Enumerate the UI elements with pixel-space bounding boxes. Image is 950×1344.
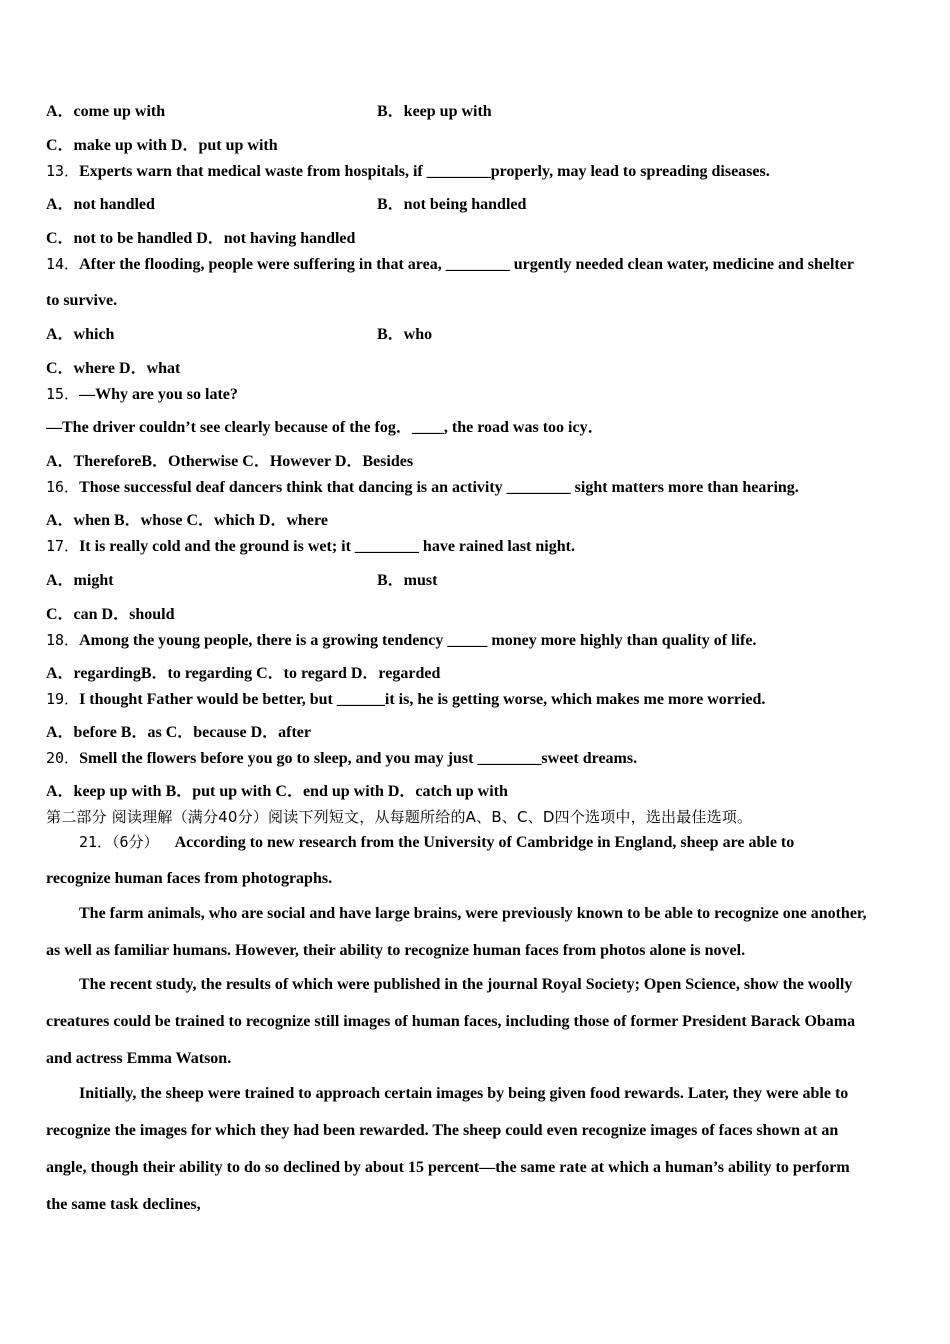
- q17-stem: It is really cold and the ground is wet; it ________ have rained last night.: [79, 538, 575, 555]
- q13-options-cd: C．not to be handled D．not having handled: [46, 230, 356, 247]
- q14-option-a: A．which: [46, 326, 115, 343]
- q16-stem: Those successful deaf dancers think that dancing is an activity ________ sight matters more than hearing.: [79, 479, 799, 496]
- passage-paragraph-2-line-1: The farm animals, who are social and have large brains, were previously known to be able to recognize one another,: [79, 905, 867, 922]
- q13-stem-line: [46, 161, 770, 182]
- passage-paragraph-4-line-2: recognize the images for which they had been rewarded. The sheep could even recognize images of faces shown at an: [46, 1122, 839, 1139]
- q21-number: 21．（6分）: [79, 833, 159, 851]
- q15-number: 15．: [46, 385, 80, 403]
- q20-number: 20．: [46, 749, 80, 767]
- q20-stem: Smell the flowers before you go to sleep, and you may just ________sweet dreams.: [79, 750, 638, 767]
- q16-options: A．when B．whose C．which D．where: [46, 512, 328, 529]
- q18-options: A．regardingB．to regarding C．to regard D．regarded: [46, 665, 441, 682]
- q14-number: 14．: [46, 255, 80, 273]
- q17-number: 17．: [46, 537, 80, 555]
- passage-paragraph-1-line-2: recognize human faces from photographs.: [46, 870, 333, 887]
- q15-stem-line: [46, 384, 238, 405]
- section2-heading: 第二部分 阅读理解（满分40分）阅读下列短文，从每题所给的A、B、C、D四个选项中，选出最佳选项。: [46, 808, 753, 826]
- q18-stem-line: [46, 630, 756, 651]
- q12-option-b: B．keep up with: [377, 103, 492, 120]
- q12-options-cd: C．make up with D．put up with: [46, 137, 278, 154]
- q13-stem: Experts warn that medical waste from hospitals, if ________properly, may lead to spreading diseases.: [79, 163, 770, 180]
- passage-paragraph-2-line-2: as well as familiar humans. However, their ability to recognize human faces from photos alone is novel.: [46, 942, 746, 959]
- q20-stem-line: [46, 748, 637, 769]
- passage-paragraph-4-line-4: the same task declines,: [46, 1196, 201, 1213]
- q15-stem-question: —Why are you so late?: [79, 386, 238, 403]
- passage-p1-a: According to new research from the University of Cambridge in England, sheep are able to: [174, 834, 795, 851]
- passage-paragraph-3-line-1: The recent study, the results of which were published in the journal Royal Society; Open Science, show the woolly: [79, 976, 853, 993]
- passage-paragraph-3-line-3: and actress Emma Watson.: [46, 1050, 232, 1067]
- q19-stem-line: [46, 689, 765, 710]
- q20-options: A．keep up with B．put up with C．end up with D．catch up with: [46, 783, 508, 800]
- q14-options-cd: C．where D．what: [46, 360, 181, 377]
- q13-option-b: B．not being handled: [377, 196, 527, 213]
- q15-options: A．ThereforeB．Otherwise C．However D．Besides: [46, 453, 414, 470]
- q16-number: 16．: [46, 478, 80, 496]
- q19-number: 19．: [46, 690, 80, 708]
- passage-paragraph-4-line-3: angle, though their ability to do so declined by about 15 percent—the same rate at which a human’s ability to perform: [46, 1159, 850, 1176]
- q15-stem-answer: —The driver couldn’t see clearly because of the fog．____, the road was too icy．: [46, 419, 604, 436]
- q17-stem-line: [46, 536, 575, 557]
- q17-option-a: A．might: [46, 572, 114, 589]
- q12-option-a: A．come up with: [46, 103, 166, 120]
- q13-number: 13．: [46, 162, 80, 180]
- q19-options: A．before B．as C．because D．after: [46, 724, 311, 741]
- passage-paragraph-3-line-2: creatures could be trained to recognize still images of human faces, including those of former President Barack Obama: [46, 1013, 856, 1030]
- q19-stem: I thought Father would be better, but ______it is, he is getting worse, which makes me more worried.: [79, 691, 766, 708]
- q18-stem: Among the young people, there is a growing tendency _____ money more highly than quality of life.: [79, 632, 757, 649]
- q17-options-cd: C．can D．should: [46, 606, 175, 623]
- q16-stem-line: [46, 477, 799, 498]
- passage-paragraph-4-line-1: Initially, the sheep were trained to approach certain images by being given food rewards. Later, they were able to: [79, 1085, 849, 1102]
- q13-option-a: A．not handled: [46, 196, 155, 213]
- passage-paragraph-1-line-1: [79, 832, 794, 853]
- q14-stem: After the flooding, people were suffering in that area, ________ urgently needed clean water, medicine and shelter: [79, 256, 854, 273]
- q14-option-b: B．who: [377, 326, 433, 343]
- q17-option-b: B．must: [377, 572, 438, 589]
- q14-stem-continued: to survive.: [46, 292, 118, 309]
- q14-stem-line: [46, 254, 854, 275]
- q18-number: 18．: [46, 631, 80, 649]
